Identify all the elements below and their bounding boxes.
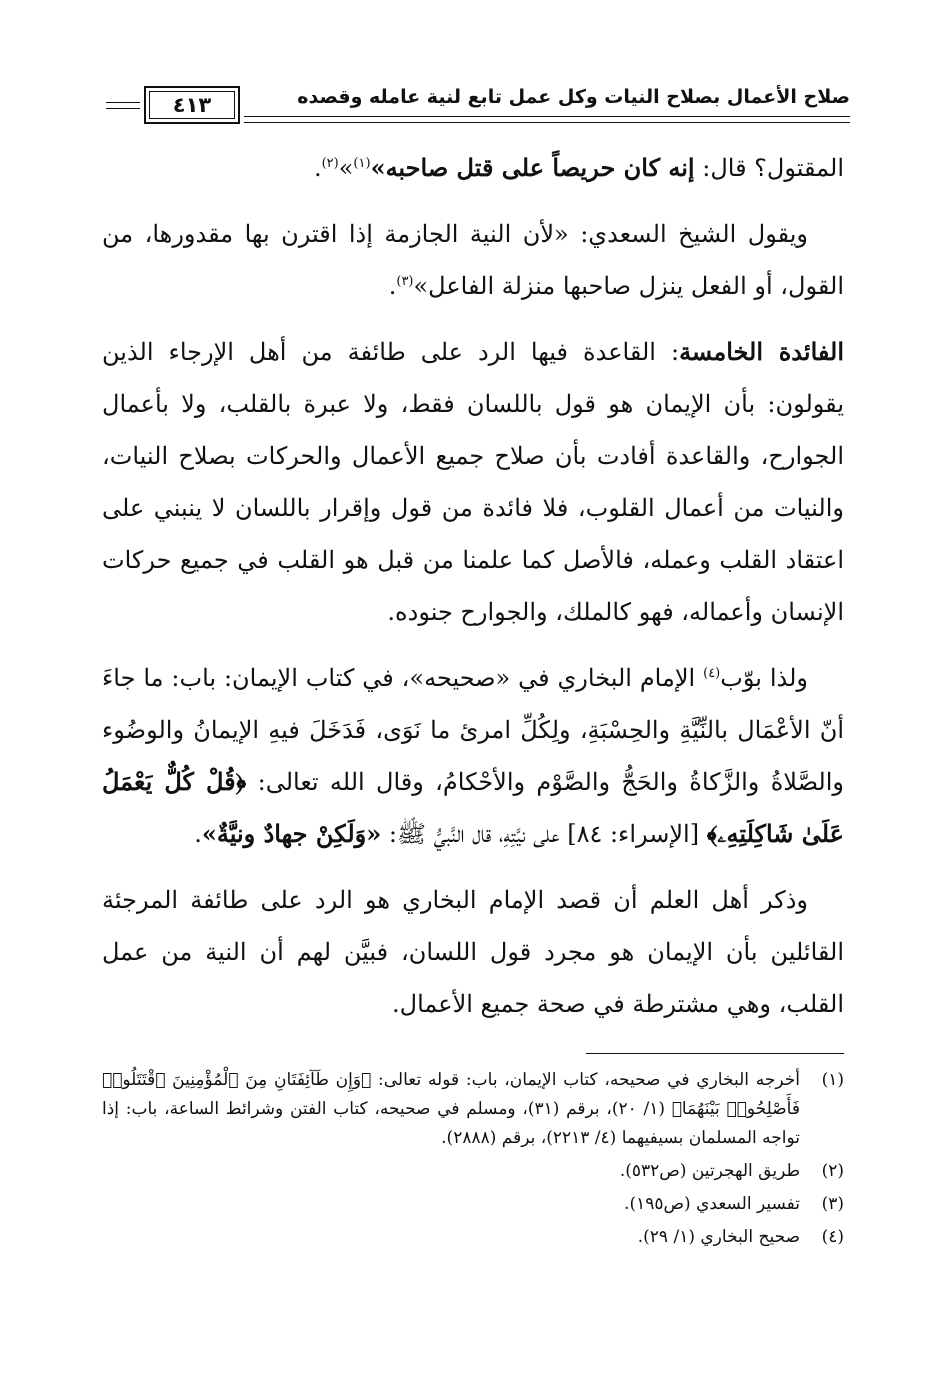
- footnote-text: صحيح البخاري (١/ ٢٩).: [637, 1227, 800, 1247]
- footnote-number: (٤): [821, 1227, 844, 1247]
- header-rule: [244, 116, 850, 117]
- footnote-separator: [586, 1053, 844, 1054]
- text-run: .: [313, 154, 322, 182]
- paragraph: [102, 652, 844, 860]
- page-header: [104, 86, 850, 130]
- paragraph: [102, 208, 844, 312]
- header-rule-thin: [244, 122, 850, 123]
- footnotes: [102, 1066, 844, 1256]
- text-run: وذكر أهل العلم أن قصد الإمام البخاري هو الرد على طائفة المرجئة القائلين بأن الإيمان هو مجرد قول اللسان، فبيَّن لهم أن النية من عمل القلب، وهي مشترطة في صحة جميع الأعمال.: [102, 886, 844, 1018]
- footnote: [102, 1066, 844, 1153]
- text-run: ولذا بوّب: [720, 664, 808, 692]
- running-title: صلاح الأعمال بصلاح النيات وكل عمل تابع لنية عامله وقصده: [297, 86, 850, 108]
- text-run: المقتول؟ قال:: [694, 154, 844, 182]
- bold-text: الفائدة الخامسة: [679, 337, 845, 366]
- text-run: .: [388, 272, 397, 300]
- main-text: [102, 142, 844, 1044]
- text-run: .: [194, 820, 202, 848]
- header-ornament-lines: [106, 102, 140, 114]
- paragraph: [102, 142, 844, 194]
- paragraph: [102, 874, 844, 1030]
- text-run: ويقول الشيخ السعدي: «لأن النية الجازمة إذا اقترن بها مقدورها، من القول، أو الفعل ينزل صاحبها منزلة الفاعل»: [102, 220, 844, 300]
- footnote-text: طريق الهجرتين (ص٥٣٢).: [619, 1161, 800, 1181]
- text-run: الإمام البخاري في «صحيحه»، في كتاب الإيمان: باب: ما جاءَ أنّ الأعْمَال بالنِّيَّةِ والحِسْبَةِ، ولِكُلِّ امرئ ما نَوَى، فَدَخَلَ فيهِ الإيمانُ والوضُوء والصَّلاةُ والزَّكاةُ والحَجُّ والصَّوْم والأحْكامُ، وقال الله تعالى:: [102, 664, 844, 796]
- bold-text: إنه كان حريصاً على قتل صاحبه»: [370, 153, 695, 182]
- footnote: [102, 1157, 844, 1186]
- footnote-text: أخرجه البخاري في صحيحه، كتاب الإيمان، باب: قوله تعالى: ﴿وَإِن طَآئِفَتَانِ مِنَ ٱلْمُؤْمِنِينَ ٱقْتَتَلُوا۟ فَأَصْلِحُوا۟ بَيْنَهُمَا﴾ (١/ ٢٠)، برقم (٣١)، ومسلم في صحيحه، كتاب الفتن وشرائط الساعة، باب: إذا تواجه المسلمان بسيفيهما (٤/ ٢٢١٣)، برقم (٢٨٨٨).: [102, 1070, 800, 1148]
- footnote-number: (١): [821, 1070, 844, 1090]
- text-run: [الإسراء: ٨٤] على نيَّتِهِ، قال النَّبيُّ ﷺ:: [381, 820, 707, 848]
- footnote-ref: (٤): [703, 666, 721, 681]
- footnote-ref: (١): [353, 156, 371, 171]
- text-run: »: [338, 154, 354, 182]
- text-run: : القاعدة فيها الرد على طائفة من أهل الإرجاء الذين يقولون: بأن الإيمان هو قول باللسان فقط، ولا عبرة بالقلب، ولا بأعمال الجوارح، والقاعدة أفادت بأن صلاح جميع الأعمال والحركات بصلاح النيات، والنيات من أعمال القلوب، فلا فائدة من قول وإقرار باللسان لا ينبني على اعتقاد القلب وعمله، فالأصل كما علمنا من قبل هو القلب في جميع حركات الإنسان وأعماله، فهو كالملك، والجوارح جنوده.: [102, 338, 845, 626]
- paragraph: [102, 326, 844, 638]
- bold-text: ﴿قُلْ كُلٌّ يَعْمَلُ عَلَىٰ شَاكِلَتِهِۦ﴾: [102, 767, 844, 848]
- footnote-number: (٣): [821, 1194, 844, 1214]
- footnote-ref: (٣): [396, 274, 414, 289]
- page-number: ٤١٣: [149, 91, 235, 119]
- footnote: [102, 1223, 844, 1252]
- footnote-text: تفسير السعدي (ص١٩٥).: [624, 1194, 800, 1214]
- footnote-ref: (٢): [321, 156, 339, 171]
- footnote-number: (٢): [821, 1161, 844, 1181]
- footnote: [102, 1190, 844, 1219]
- bold-text: «وَلَكِنْ جهادٌ ونيَّةٌ»: [201, 819, 382, 848]
- page-number-frame: [144, 86, 240, 124]
